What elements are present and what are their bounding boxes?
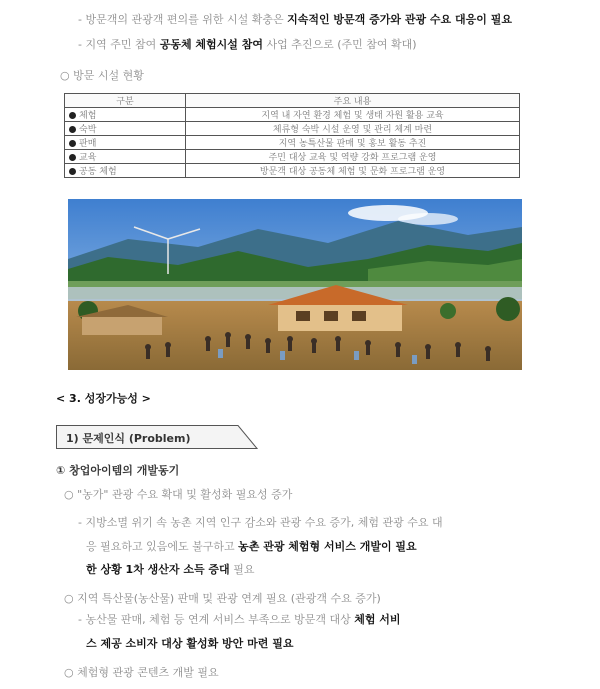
body-line-5: ○ 지역 특산물(농산물) 판매 및 관광 연계 필요 (관광객 수요 증가) xyxy=(64,592,381,605)
row-desc: 지역 농특산물 판매 및 홍보 활동 추진 xyxy=(186,136,520,150)
table-header-row xyxy=(65,94,520,108)
row-desc: 주민 대상 교육 및 역량 강화 프로그램 운영 xyxy=(186,150,520,164)
table-row xyxy=(65,122,520,136)
intro-line-1-muted: - 방문객의 관광객 편의를 위한 시설 확충은 xyxy=(78,13,284,26)
problem-tab-label: 1) 문제인식 (Problem) xyxy=(66,432,191,445)
body-line-6: - 농산물 판매, 체험 등 연계 서비스 부족으로 방문객 대상 체험 서비 xyxy=(78,613,401,626)
row-desc: 방문객 대상 공동체 체험 및 문화 프로그램 운영 xyxy=(186,164,520,178)
row-desc: 체류형 숙박 시설 운영 및 관리 체계 마련 xyxy=(186,122,520,136)
problem-tab-heading xyxy=(56,425,258,449)
table-row xyxy=(65,150,520,164)
body-line-8: ○ 체험형 관광 콘텐츠 개발 필요 xyxy=(64,666,219,679)
body-line-4: 한 상황 1차 생산자 소득 증대 필요 xyxy=(86,563,255,576)
intro-line-2 xyxy=(78,38,417,52)
bullet-icon xyxy=(69,154,76,161)
table-header-content: 주요 내용 xyxy=(186,94,520,108)
body-line-3: 응 필요하고 있음에도 불구하고 농촌 관광 체험형 서비스 개발이 필요 xyxy=(86,540,417,553)
section-3-title: < 3. 성장가능성 > xyxy=(56,392,151,405)
subsection-title: ① 창업아이템의 개발동기 xyxy=(56,464,180,477)
body-line-2: - 지방소멸 위기 속 농촌 지역 인구 감소와 관광 수요 증가, 체험 관광 수요 대 xyxy=(78,516,443,529)
body-line-1: ○ "농가" 관광 수요 확대 및 활성화 필요성 증가 xyxy=(64,488,293,501)
row-name: 체험 xyxy=(79,111,97,121)
bullet-icon xyxy=(69,112,76,119)
table-row xyxy=(65,108,520,122)
intro-line-2-bold: 공동체 체험시설 참여 xyxy=(159,38,264,51)
intro-line-1 xyxy=(78,13,512,27)
bullet-icon xyxy=(69,126,76,133)
table-row xyxy=(65,136,520,150)
intro-line-2-tail: 사업 추진으로 (주민 참여 확대) xyxy=(266,38,417,51)
body-line-7: 스 제공 소비자 대상 활성화 방안 마련 필요 xyxy=(86,637,294,650)
table-row xyxy=(65,164,520,178)
row-name: 숙박 xyxy=(79,125,97,135)
row-desc: 지역 내 자연 환경 체험 및 생태 자원 활용 교육 xyxy=(186,108,520,122)
bullet-icon xyxy=(69,140,76,147)
facility-heading: ○ 방문 시설 현황 xyxy=(60,69,144,82)
intro-line-1-bold: 지속적인 방문객 증가와 관광 수요 대응이 필요 xyxy=(287,13,512,26)
facility-table xyxy=(64,93,520,178)
row-name: 공동 체험 xyxy=(79,167,117,177)
intro-line-2-muted: - 지역 주민 참여 xyxy=(78,38,157,51)
bullet-icon xyxy=(69,168,76,175)
row-name: 판매 xyxy=(79,139,97,149)
row-name: 교육 xyxy=(79,153,97,163)
rural-village-photo xyxy=(68,199,522,370)
table-header-category: 구분 xyxy=(65,94,186,108)
